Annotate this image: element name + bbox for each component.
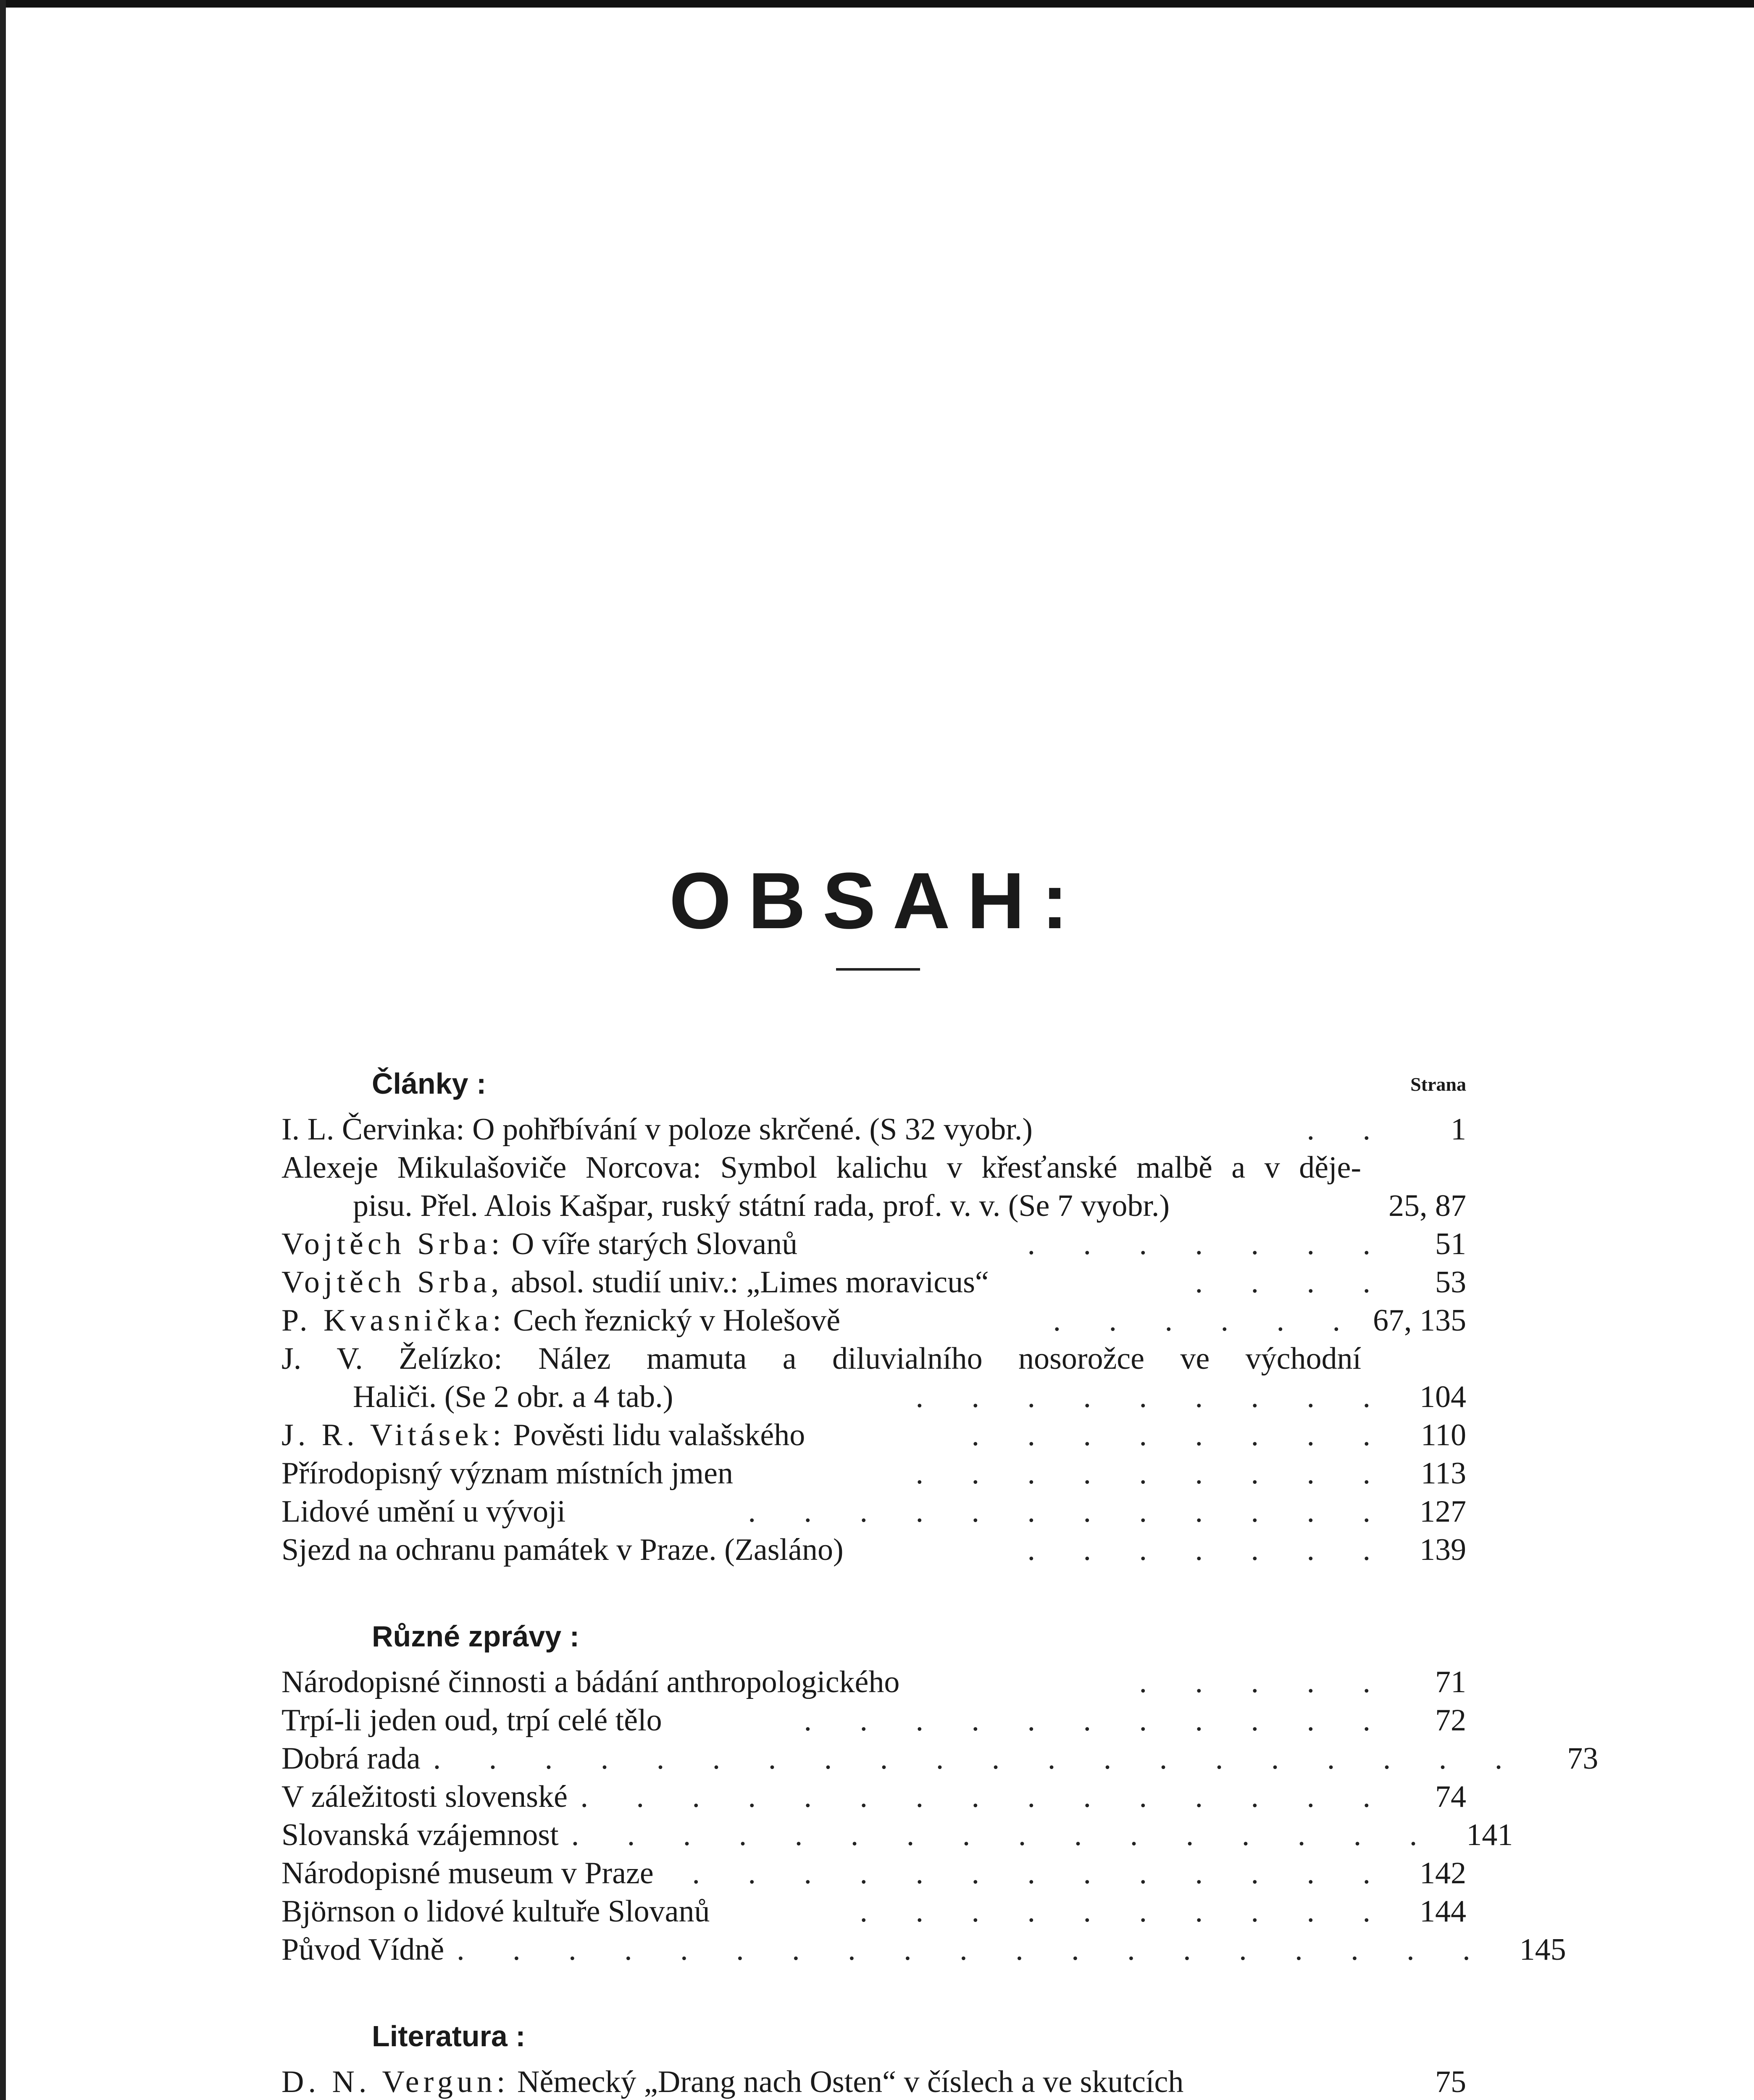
leader-dots: . . . . . bbox=[1139, 1665, 1391, 1699]
entry-page: 74 bbox=[1435, 1780, 1466, 1814]
entry-page: 1 bbox=[1451, 1112, 1466, 1147]
entry-title-line: Haliči. (Se 2 obr. a 4 tab.) bbox=[353, 1380, 673, 1414]
entry-author: P. Kvasnička: bbox=[281, 1303, 505, 1338]
page-title: OBSAH: bbox=[669, 856, 1085, 945]
entry-page: 72 bbox=[1435, 1703, 1466, 1738]
entry-page: 145 bbox=[1519, 1932, 1566, 1967]
entry-page: 113 bbox=[1420, 1456, 1466, 1491]
leader-dots: . . . . . . . . . . . . . . . bbox=[580, 1780, 1391, 1814]
leader-dots: . . . . . . . . . bbox=[915, 1380, 1391, 1414]
entry-page: 71 bbox=[1435, 1665, 1466, 1699]
page-column-header: Strana bbox=[1410, 1074, 1466, 1095]
leader-dots: . . . . . . . bbox=[1027, 1227, 1391, 1261]
toc-entry bbox=[281, 1225, 1466, 1263]
entry-page: 144 bbox=[1420, 1894, 1466, 1929]
entry-page: 25, 87 bbox=[1388, 1189, 1466, 1223]
entry-author: Vojtěch Srba, bbox=[281, 1265, 503, 1299]
entry-page: 75 bbox=[1435, 2065, 1466, 2099]
toc-entry bbox=[281, 1740, 1599, 1778]
entry-title: Původ Vídně bbox=[281, 1932, 444, 1967]
leader-dots: . . . . . . . . . . . . . . . . . . . bbox=[457, 1932, 1491, 1967]
entry-title: Sjezd na ochranu památek v Praze. (Zasláno) bbox=[281, 1533, 844, 1567]
toc-entry bbox=[281, 1663, 1466, 1701]
toc-entry bbox=[281, 1531, 1466, 1569]
entry-page: 139 bbox=[1420, 1533, 1466, 1567]
entry-author: J. R. Vitásek: bbox=[281, 1418, 505, 1452]
entry-title: Slovanská vzájemnost bbox=[281, 1818, 559, 1852]
toc-entry bbox=[281, 1493, 1466, 1531]
table-of-contents bbox=[281, 1063, 1599, 2100]
entry-title: Cech řeznický v Holešově bbox=[513, 1303, 841, 1338]
toc-entry bbox=[281, 1302, 1466, 1340]
section-heading-clanky bbox=[281, 1063, 1466, 1105]
entry-page: 73 bbox=[1567, 1741, 1599, 1776]
entry-title-line: pisu. Přel. Alois Kašpar, ruský státní rada, prof. v. v. (Se 7 vyobr.) bbox=[353, 1189, 1170, 1223]
toc-entry bbox=[281, 1110, 1466, 1149]
title-rule bbox=[836, 968, 920, 971]
toc-entry bbox=[281, 1778, 1466, 1816]
entry-title: Národopisné činnosti a bádání anthropologického bbox=[281, 1665, 900, 1699]
section-heading-label: Různé zprávy : bbox=[372, 1620, 579, 1653]
entry-title: O víře starých Slovanů bbox=[511, 1227, 798, 1261]
entry-title: O pohřbívání v poloze skrčené. (S 32 vyobr.) bbox=[472, 1112, 1033, 1147]
toc-entry bbox=[281, 1701, 1466, 1740]
leader-dots: . . . . bbox=[1195, 1265, 1391, 1299]
toc-entry bbox=[281, 1454, 1466, 1493]
entry-title-line: Nález mamuta a diluvialního nosorožce ve východní bbox=[538, 1341, 1361, 1376]
entry-title: Pověsti lidu valašského bbox=[513, 1418, 805, 1452]
leader-dots: . . . . . . . . . . . bbox=[804, 1703, 1391, 1738]
toc-entry bbox=[281, 1263, 1466, 1302]
entry-title: Německý „Drang nach Osten“ v číslech a ve skutcích bbox=[517, 2065, 1184, 2099]
section-heading-literatura bbox=[281, 2015, 1466, 2057]
toc-entry bbox=[281, 1931, 1566, 1969]
entry-title: Národopisné museum v Praze bbox=[281, 1856, 654, 1890]
entry-title: Dobrá rada bbox=[281, 1741, 421, 1776]
entry-title: absol. studií univ.: „Limes moravicus“ bbox=[510, 1265, 989, 1299]
leader-dots: . . . . . . . . . . bbox=[860, 1894, 1391, 1929]
entry-page: 104 bbox=[1420, 1380, 1466, 1414]
leader-dots: . . . . . . . . bbox=[971, 1418, 1391, 1452]
entry-author: Vojtěch Srba: bbox=[281, 1227, 504, 1261]
entry-page: 127 bbox=[1420, 1494, 1466, 1529]
leader-dots: . . . . . . . . . bbox=[915, 1456, 1391, 1491]
entry-page: 53 bbox=[1435, 1265, 1466, 1299]
entry-title-line: Alexeje Mikulašoviče Norcova: Symbol kalichu v křesťanské malbě a v děje- bbox=[281, 1150, 1361, 1185]
entry-title: V záležitosti slovenské bbox=[281, 1780, 568, 1814]
entry-author: J. V. Želízko: bbox=[281, 1341, 502, 1376]
leader-dots: . . . . . . . bbox=[1027, 1533, 1391, 1567]
toc-entry bbox=[281, 1816, 1513, 1854]
entry-page: 142 bbox=[1420, 1856, 1466, 1890]
entry-title: Trpí-li jeden oud, trpí celé tělo bbox=[281, 1703, 662, 1738]
entry-title: Lidové umění u vývoji bbox=[281, 1494, 566, 1529]
entry-page: 51 bbox=[1435, 1227, 1466, 1261]
leader-dots: . . bbox=[1307, 1112, 1391, 1147]
toc-entry bbox=[281, 1893, 1466, 1931]
leader-dots: . . . . . . . . . . . . bbox=[748, 1494, 1391, 1529]
entry-author: I. L. Červinka: bbox=[281, 1112, 465, 1147]
toc-entry bbox=[281, 1340, 1466, 1416]
leader-dots: . . . . . . . . . . . . . . . . . . . . bbox=[433, 1741, 1523, 1776]
entry-title: Přírodopisný význam místních jmen bbox=[281, 1456, 733, 1491]
toc-entry bbox=[281, 1854, 1466, 1893]
section-list-zpravy bbox=[281, 1663, 1599, 1969]
leader-dots: . . . . . . . . . . . . . bbox=[692, 1856, 1391, 1890]
section-heading-label: Literatura : bbox=[372, 2020, 526, 2053]
section-heading-zpravy bbox=[281, 1615, 1466, 1657]
entry-author: D. N. Vergun: bbox=[281, 2065, 510, 2099]
section-heading-label: Články : bbox=[372, 1067, 486, 1100]
leader-dots: . . . . . . . . . . . . . . . . bbox=[571, 1818, 1438, 1852]
leader-dots: . . . . . . bbox=[1053, 1303, 1360, 1338]
toc-entry bbox=[281, 2063, 1466, 2100]
entry-page: 110 bbox=[1420, 1418, 1466, 1452]
toc-entry bbox=[281, 1149, 1466, 1225]
entry-title: Björnson o lidové kultuře Slovanů bbox=[281, 1894, 710, 1929]
section-list-clanky bbox=[281, 1110, 1466, 1569]
entry-page: 141 bbox=[1466, 1818, 1513, 1852]
entry-page: 67, 135 bbox=[1373, 1303, 1466, 1338]
section-list-literatura bbox=[281, 2063, 1466, 2100]
toc-entry bbox=[281, 1416, 1466, 1454]
